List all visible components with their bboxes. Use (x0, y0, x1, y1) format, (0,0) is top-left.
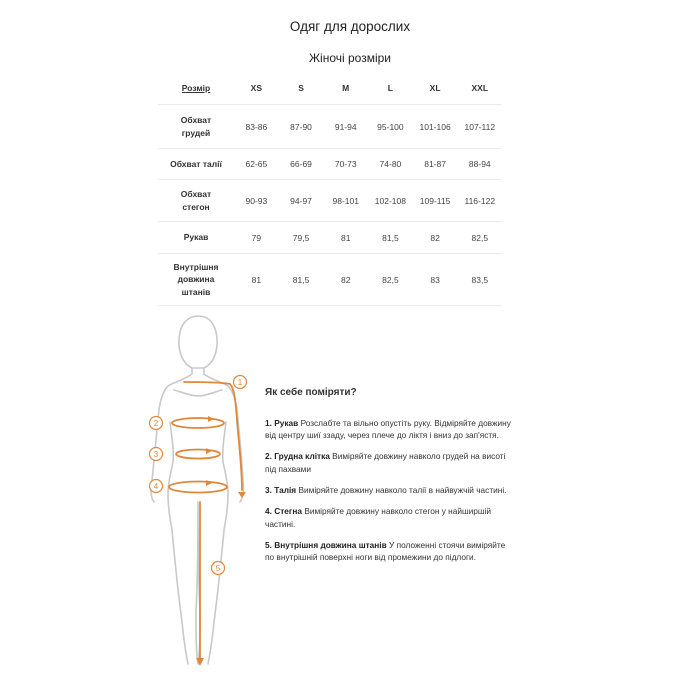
row-label-line: Рукав (183, 232, 209, 243)
row-label (158, 105, 234, 149)
row-label-line: стегон (182, 201, 210, 212)
table-row (158, 105, 502, 149)
step-label: Внутрішня довжина штанів (274, 539, 387, 550)
table-cell: 87-90 (279, 105, 324, 149)
hips-measure-line (169, 482, 227, 493)
step-number: 5. (265, 539, 272, 550)
body-measurement-figure (140, 312, 270, 670)
table-cell: 107-112 (457, 105, 502, 149)
table-cell: 83-86 (234, 105, 279, 149)
size-table (158, 72, 502, 306)
size-header-cell: S (279, 72, 324, 105)
measurement-instructions (265, 385, 515, 572)
step-text: У положенні стоячи виміряйте по внутрішній поверхні ноги від промежини до підлоги. (265, 539, 506, 563)
page-title: Одяг для дорослих (289, 19, 411, 34)
row-label-line: Обхват (180, 189, 212, 200)
size-header-cell: XS (234, 72, 279, 105)
measurement-lines (169, 382, 242, 662)
size-header-cell: L (368, 72, 413, 105)
size-header-cell: XXL (457, 72, 502, 105)
instruction-step (265, 417, 515, 443)
marker-4-label: 4 (153, 482, 159, 491)
step-label: Талія (274, 484, 297, 495)
marker-2-label: 2 (153, 419, 159, 428)
row-label (158, 180, 234, 222)
table-cell: 81 (234, 254, 279, 306)
step-text: Розслабте та вільно опустіть руку. Відміряйте довжину від центру шиї ззаду, через плече до ліктя і вниз до зап'ястя. (265, 417, 511, 441)
table-cell: 98-101 (323, 180, 368, 222)
table-cell: 81,5 (368, 222, 413, 254)
instruction-step (265, 505, 515, 531)
step-number: 3. (265, 484, 272, 495)
row-label (158, 254, 234, 306)
waist-arrowhead (206, 448, 212, 454)
step-label: Стегна (274, 505, 302, 516)
step-number: 4. (265, 505, 272, 516)
instruction-step (265, 484, 515, 497)
instructions-title: Як себе поміряти? (265, 387, 357, 398)
head-outline (179, 316, 217, 368)
table-cell: 109-115 (413, 180, 458, 222)
size-header-cell: M (323, 72, 368, 105)
step-label: Грудна клітка (274, 451, 330, 462)
sleeve-measure-line (184, 382, 242, 490)
waist-measure-line (176, 450, 220, 459)
table-cell: 116-122 (457, 180, 502, 222)
table-cell: 79,5 (279, 222, 324, 254)
table-cell: 81-87 (413, 149, 458, 180)
table-cell: 94-97 (279, 180, 324, 222)
arrowheads (196, 416, 246, 666)
row-label (158, 149, 234, 180)
table-cell: 83,5 (457, 254, 502, 306)
table-cell: 102-108 (368, 180, 413, 222)
hips-arrowhead (206, 480, 212, 486)
table-row (158, 254, 502, 306)
step-text: Виміряйте довжину навколо грудей на висоті під пахвами (265, 451, 506, 475)
page-subtitle: Жіночі розміри (308, 51, 392, 65)
table-cell: 83 (413, 254, 458, 306)
size-header-label: Розмір (158, 72, 234, 105)
size-header-row (158, 72, 502, 105)
table-cell: 79 (234, 222, 279, 254)
table-cell: 95-100 (368, 105, 413, 149)
table-cell: 90-93 (234, 180, 279, 222)
size-header-cell: XL (413, 72, 458, 105)
torso-arms-outline (151, 368, 243, 664)
table-cell: 81,5 (279, 254, 324, 306)
table-cell: 91-94 (323, 105, 368, 149)
row-label-line: Внутрішня (173, 262, 219, 273)
shoulder-curve (174, 390, 222, 396)
step-number: 2. (265, 451, 272, 462)
table-cell: 82,5 (368, 254, 413, 306)
table-row (158, 180, 502, 222)
row-label-line: Обхват (180, 115, 212, 126)
row-label-line: Обхват талії (170, 158, 222, 169)
table-cell: 66-69 (279, 149, 324, 180)
row-label-line: штанів (181, 286, 211, 297)
marker-1-label: 1 (237, 378, 243, 387)
chest-arrowhead (208, 416, 214, 422)
table-cell: 82 (323, 254, 368, 306)
table-cell: 62-65 (234, 149, 279, 180)
row-label (158, 222, 234, 254)
table-row (158, 149, 502, 180)
sleeve-arrowhead (238, 492, 246, 498)
table-cell: 81 (323, 222, 368, 254)
table-cell: 101-106 (413, 105, 458, 149)
table-cell: 88-94 (457, 149, 502, 180)
row-label-line: довжина (177, 274, 215, 285)
step-text: Виміряйте довжину навколо талії в найвужчій частині. (298, 484, 507, 495)
table-cell: 70-73 (323, 149, 368, 180)
instruction-step (265, 539, 515, 565)
marker-5-label: 5 (215, 564, 221, 573)
marker-3-label: 3 (153, 450, 159, 459)
body-outline (151, 316, 243, 664)
step-label: Рукав (274, 417, 299, 428)
step-text: Виміряйте довжину навколо стегон у найширшій частині. (265, 505, 492, 529)
table-cell: 74-80 (368, 149, 413, 180)
table-cell: 82 (413, 222, 458, 254)
instruction-step (265, 450, 515, 476)
row-label-line: грудей (181, 127, 211, 138)
chest-measure-line (172, 418, 224, 428)
table-cell: 82,5 (457, 222, 502, 254)
step-number: 1. (265, 417, 272, 428)
table-row (158, 222, 502, 254)
